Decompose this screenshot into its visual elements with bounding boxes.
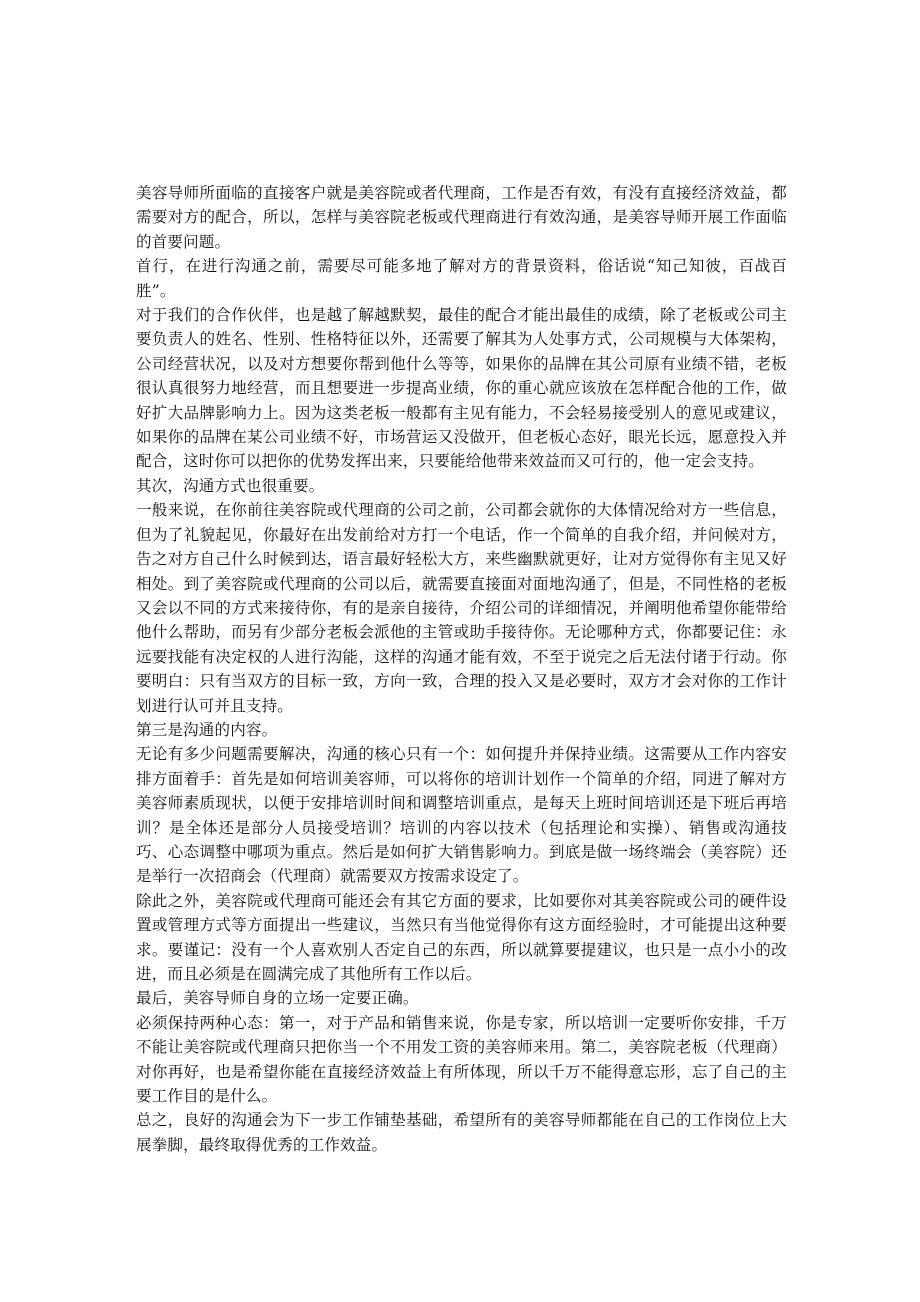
paragraph-other-requests: 除此之外，美容院或代理商可能还会有其它方面的要求，比如要你对其美容院或公司的硬件设置或管理方式等方面提出一些建议，当然只有当他觉得你有这方面经验时，才可能提出这种要求。要谨记：没有一个人喜欢别人否定自己的东西，所以就算要提建议，也只是一点小小的改进，而且必须是在圆满完成了其他所有工作以后。 <box>136 891 787 983</box>
paragraph-conclusion: 总之，良好的沟通会为下一步工作铺垫基础，希望所有的美容导师都能在自己的工作岗位上大展拳脚，最终取得优秀的工作效益。 <box>136 1111 787 1154</box>
paragraph-second-point: 其次，沟通方式也很重要。 <box>136 476 325 495</box>
paragraph-intro: 美容导师所面临的直接客户就是美容院或者代理商，工作是否有效，有没有直接经济效益，都需要对方的配合，所以，怎样与美容院老板或代理商进行有效沟通，是美容导师开展工作面临的首要问题。 <box>136 184 787 251</box>
document-body <box>136 181 787 1157</box>
paragraph-last-point: 最后，美容导师自身的立场一定要正确。 <box>136 989 419 1008</box>
paragraph-communication-content: 无论有多少问题需要解决，沟通的核心只有一个：如何提升并保持业绩。这需要从工作内容安排方面着手：首先是如何培训美容师，可以将你的培训计划作一个简单的介绍，同进了解对方美容师素质现状，以便于安排培训时间和调整培训重点，是每天上班时间培训还是下班后再培训？是全体还是部分人员接受培训？培训的内容以技术（包括理论和实操）、销售或沟通技巧、心态调整中哪项为重点。然后是如何扩大销售影响力。到底是做一场终端会（美容院）还是举行一次招商会（代理商）就需要双方按需求设定了。 <box>136 745 787 886</box>
paragraph-first-point: 首行，在进行沟通之前，需要尽可能多地了解对方的背景资料，俗话说“知己知彼，百战百胜”。 <box>136 257 787 300</box>
paragraph-two-mindsets: 必须保持两种心态：第一，对于产品和销售来说，你是专家，所以培训一定要听你安排，千万不能让美容院或代理商只把你当一个不用发工资的美容师来用。第二，美容院老板（代理商）对你再好，也是希望你能在直接经济效益上有所体现，所以千万不能得意忘形，忘了自己的主要工作目的是什么。 <box>136 1013 787 1106</box>
paragraph-third-point: 第三是沟通的内容。 <box>136 720 278 739</box>
paragraph-partner-understanding: 对于我们的合作伙伴，也是越了解越默契，最佳的配合才能出最佳的成绩，除了老板或公司主要负责人的姓名、性别、性格特征以外，还需要了解其为人处事方式，公司规模与大体架构，公司经营状况，以及对方想要你帮到他什么等等，如果你的品牌在其公司原有业绩不错，老板很认真很努力地经营，而且想要进一步提高业绩，你的重心就应该放在怎样配合他的工作，做好扩大品牌影响力上。因为这类老板一般都有主见有能力，不会轻易接受别人的意见或建议，如果你的品牌在某公司业绩不好，市场营运又没做开，但老板心态好，眼光长远，愿意投入并配合，这时你可以把你的优势发挥出来，只要能给他带来效益而又可行的，他一定会支持。 <box>136 306 787 471</box>
paragraph-communication-method: 一般来说，在你前往美容院或代理商的公司之前，公司都会就你的大体情况给对方一些信息，但为了礼貌起见，你最好在出发前给对方打一个电话，作一个简单的自我介绍，并问候对方，告之对方自己什么时候到达，语言最好轻松大方，来些幽默就更好，让对方觉得你有主见又好相处。到了美容院或代理商的公司以后，就需要直接面对面地沟通了，但是，不同性格的老板又会以不同的方式来接待你，有的是亲自接待，介绍公司的详细情况，并阐明他希望你能带给他什么帮助，而另有少部分老板会派他的主管或助手接待你。无论哪种方式，你都要记住：永远要找能有决定权的人进行沟能，这样的沟通才能有效，不至于说完之后无法付诸于行动。你要明白：只有当双方的目标一致，方向一致，合理的投入又是必要时，双方才会对你的工作计划进行认可并且支持。 <box>136 501 787 715</box>
